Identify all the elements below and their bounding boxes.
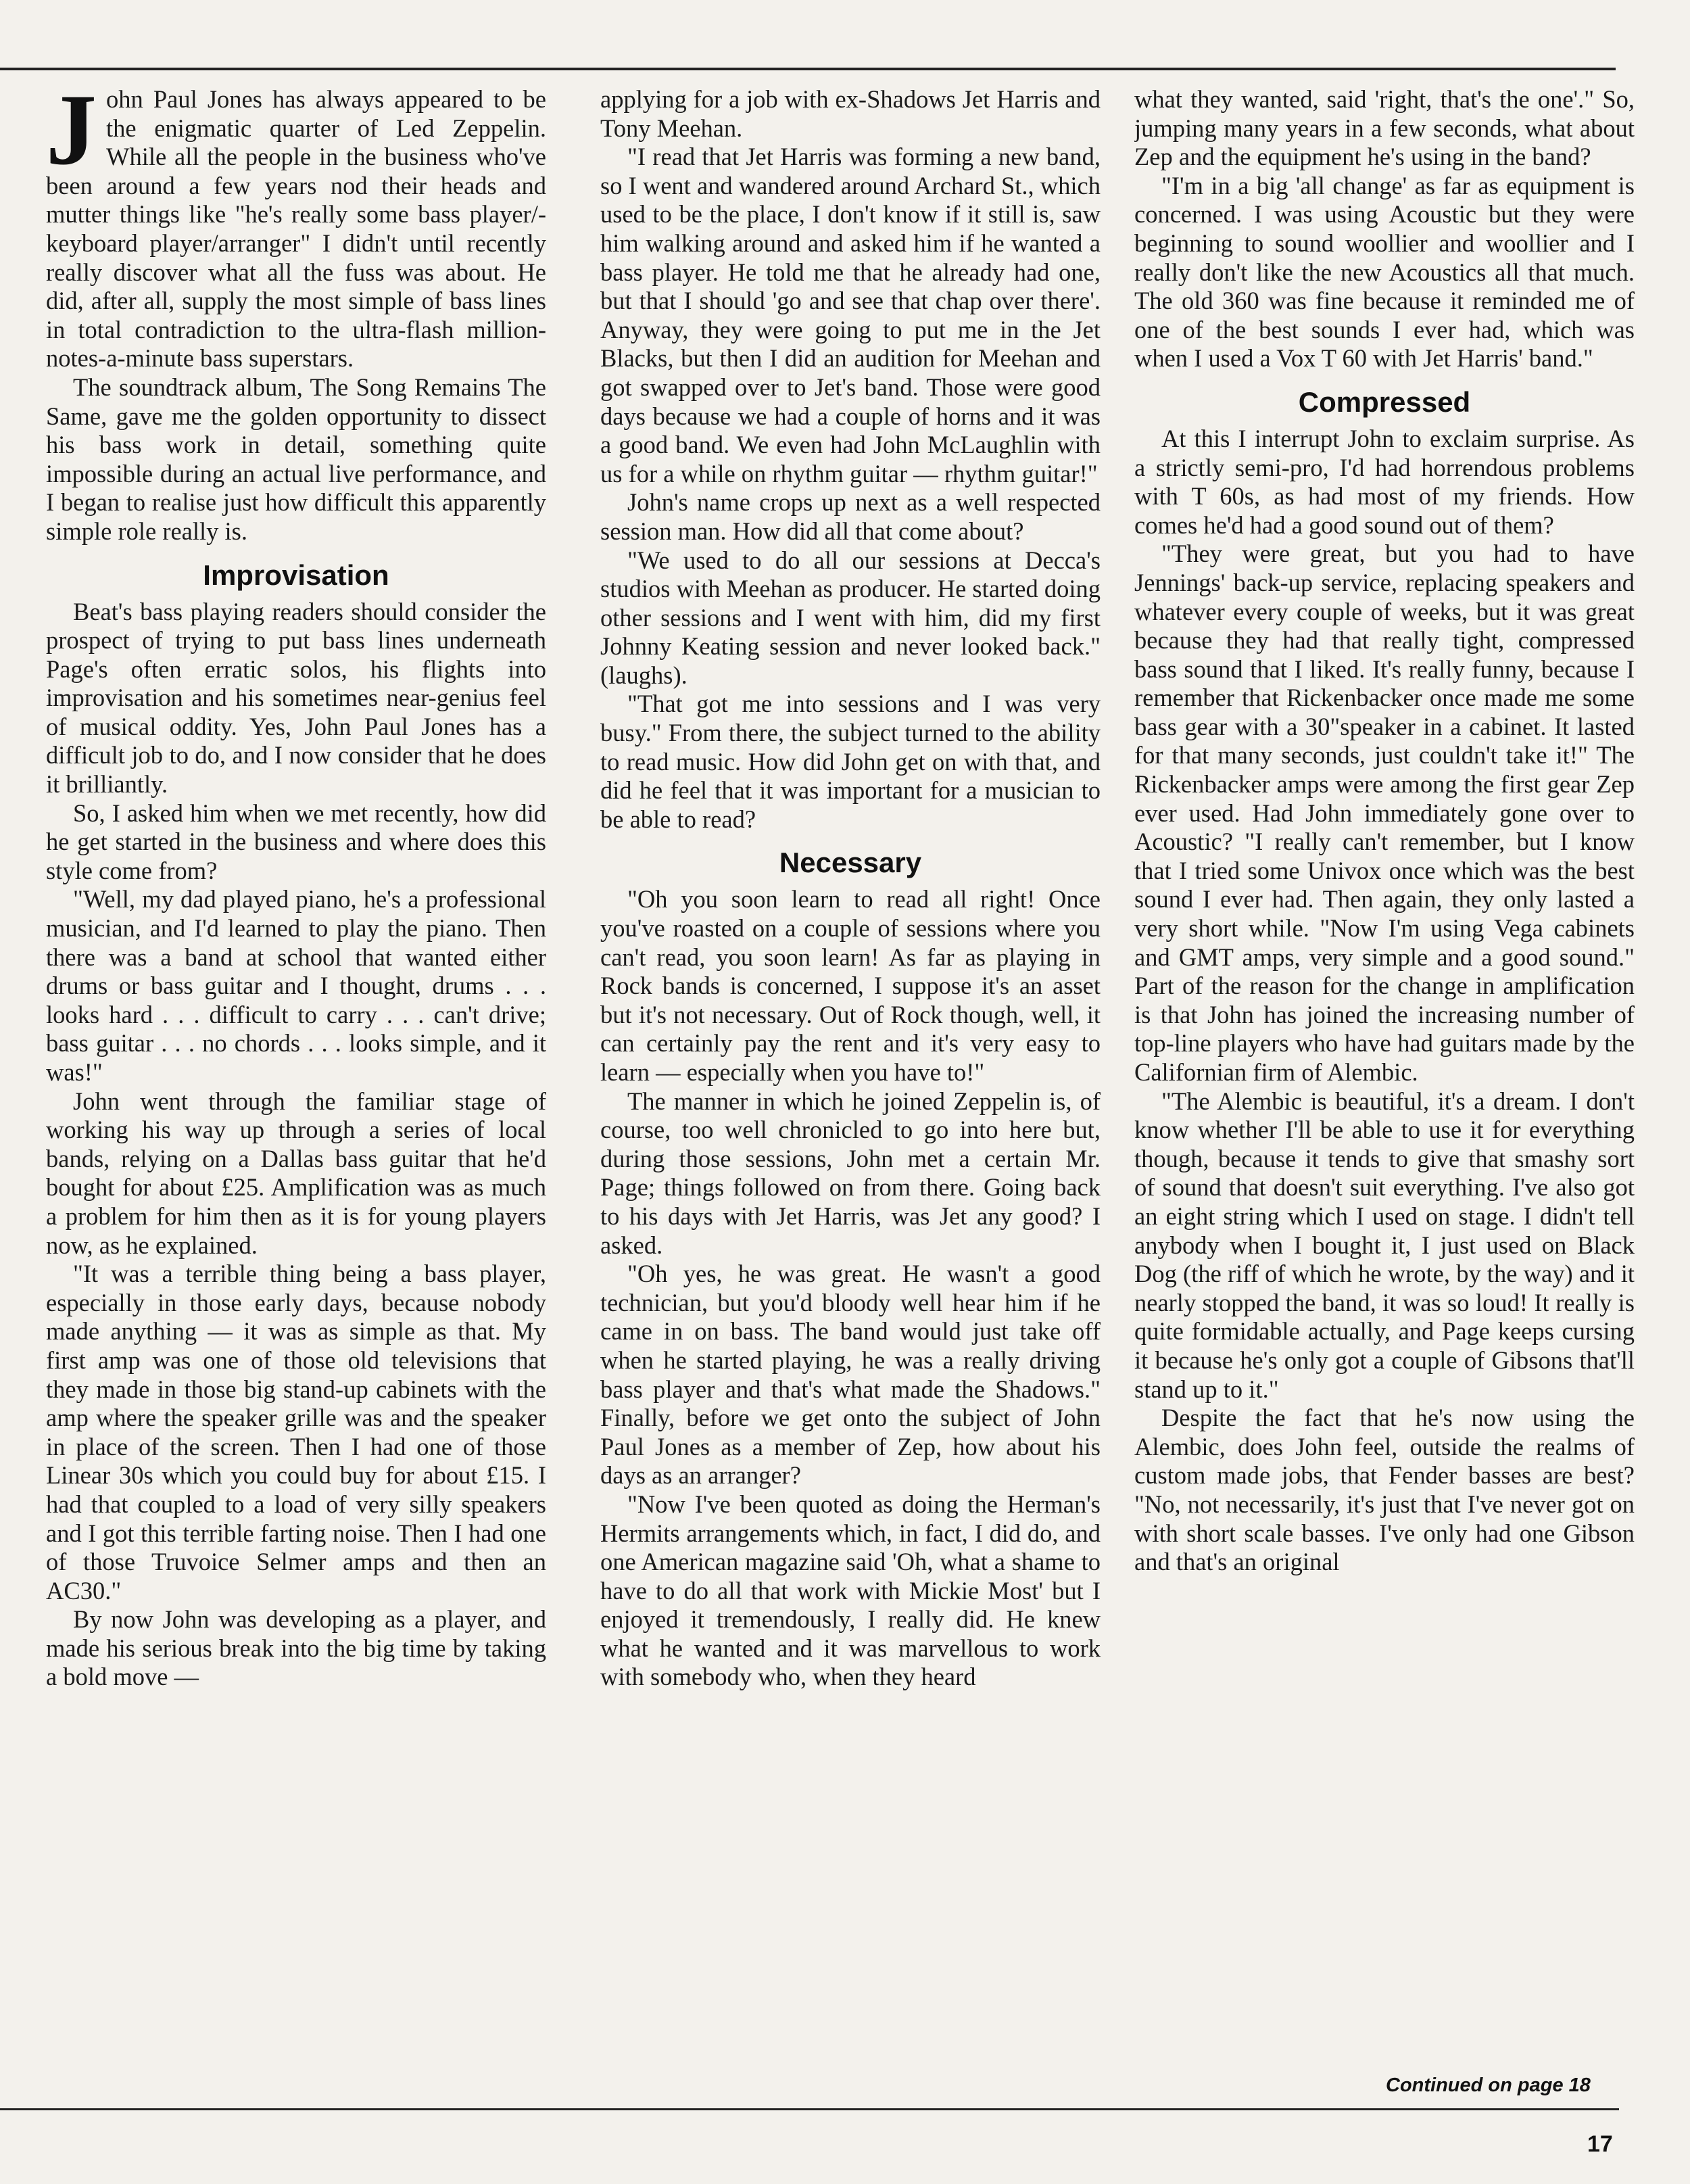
paragraph: "Well, my dad played piano, he's a professional musician, and I'd learned to play the piano. Then there was a band at school that wanted either drums or bass guitar and I thought, drums . . . looks hard . . . difficult to carry . . . can't drive; bass guitar . . . no chords . . . looks simple, and it was!" (46, 885, 546, 1086)
drop-cap: J (46, 85, 97, 186)
paragraph: The manner in which he joined Zeppelin is, of course, too well chronicled to go into here but, during those sessions, John met a certain Mr. Page; things followed on from there. Going back to his days with Jet Harris, was Jet any good? I asked. (600, 1087, 1101, 1259)
column-2 (600, 85, 1101, 2087)
top-rule (0, 68, 1616, 70)
paragraph: "Now I've been quoted as doing the Herman's Hermits arrangements which, in fact, I did do, and one American magazine said 'Oh, what a shame to have to do all that work with Mickie Most' but I enjoyed it tremendously, I really did. He knew what he wanted and it was marvellous to work with somebody who, when they heard (600, 1490, 1101, 1691)
page-number: 17 (1587, 2131, 1613, 2157)
paragraph-text: ohn Paul Jones has always appeared to be the enigmatic quarter of Led Zeppelin. While all the people in the business who've been around a few years nod their heads and mutter things like "he's really some bass player/-keyboard player/arranger" I didn't until recently really discover what all the fuss was about. He did, after all, supply the most simple of bass lines in total contradiction to the ultra-flash million-notes-a-minute bass superstars. (46, 85, 546, 373)
paragraph: John's name crops up next as a well respected session man. How did all that come about? (600, 488, 1101, 545)
continued-note: Continued on page 18 (1386, 2074, 1591, 2096)
column-1 (46, 85, 546, 2087)
paragraph: "I read that Jet Harris was forming a new band, so I went and wandered around Archard St., which used to be the place, I don't know if it still is, saw him walking around and asked him if he wanted a bass player. He told me that he already had one, but that I should 'go and see that chap over there'. Anyway, they were going to put me in the Jet Blacks, but then I did an audition for Meehan and got swapped over to Jet's band. Those were good days because we had a couple of horns and it was a good band. We even had John McLaughlin with us for a while on rhythm guitar — rhythm guitar!" (600, 143, 1101, 488)
subheading-necessary: Necessary (779, 847, 922, 879)
paragraph: what they wanted, said 'right, that's the one'." So, jumping many years in a few seconds, what about Zep and the equipment he's using in the band? (1134, 85, 1635, 171)
paragraph: So, I asked him when we met recently, how did he get started in the business and where does this style come from? (46, 799, 546, 884)
paragraph: "Oh you soon learn to read all right! Once you've roasted on a couple of sessions where you can't read, you soon learn! As far as playing in Rock bands is concerned, I suppose it's an asset but it's not necessary. Out of Rock though, well, it can certainly pay the rent and it's very easy to learn — especially when you have to!" (600, 885, 1101, 1086)
paragraph: At this I interrupt John to exclaim surprise. As a strictly semi-pro, I'd had horrendous problems with T 60s, as had most of my friends. How comes he'd had a good sound out of them? (1134, 424, 1635, 539)
subheading-compressed: Compressed (1298, 385, 1471, 418)
paragraph: "I'm in a big 'all change' as far as equipment is concerned. I was using Acoustic but they were beginning to sound woollier and woollier and I really don't like the new Acoustics all that much. The old 360 was fine because it reminded me of one of the best sounds I ever had, which was when I used a Vox T 60 with Jet Harris' band." (1134, 171, 1635, 373)
paragraph: John went through the familiar stage of working his way up through a series of local bands, relying on a Dallas bass guitar that he'd bought for about £25. Amplification was as much a problem for him then as it is for young players now, as he explained. (46, 1087, 546, 1259)
paragraph: By now John was developing as a player, and made his serious break into the big time by taking a bold move — (46, 1605, 546, 1691)
paragraph: "It was a terrible thing being a bass player, especially in those early days, because nobody made anything — it was as simple as that. My first amp was one of those old televisions that they made in those big stand-up cabinets with the amp where the speaker grille was and the speaker in place of the screen. Then I had one of those Linear 30s which you could buy for about £15. I had that coupled to a load of very silly speakers and I got this terrible farting noise. Then I had one of those Truvoice Selmer amps and then an AC30." (46, 1260, 546, 1605)
paragraph: "The Alembic is beautiful, it's a dream. I don't know whether I'll be able to use it for everything though, because it tends to give that smashy sort of sound that doesn't suit everything. I've also got an eight string which I used on stage. I didn't tell anybody when I bought it, I just used on Black Dog (the riff of which he wrote, by the way) and it nearly stopped the band, it was so loud! It really is quite formidable actually, and Page keeps cursing it because he's only got a couple of Gibsons that'll stand up to it." (1134, 1087, 1635, 1403)
paragraph: Despite the fact that he's now using the Alembic, does John feel, outside the realms of custom made jobs, that Fender basses are best? "No, not necessarily, it's just that I've never got on with short scale basses. I've only had one Gibson and that's an original (1134, 1404, 1635, 1576)
article-body (46, 85, 1635, 2087)
bottom-rule (0, 2108, 1619, 2110)
paragraph: "We used to do all our sessions at Decca's studios with Meehan as producer. He started doing other sessions and I went with him, did my first Johnny Keating session and never looked back." (laughs). (600, 546, 1101, 689)
column-3 (1134, 85, 1635, 2087)
paragraph: "Oh yes, he was great. He wasn't a good technician, but you'd bloody well hear him if he came in on bass. The band would just take off when he started playing, he was a really driving bass player and that's what made the Shadows." Finally, before we get onto the subject of John Paul Jones as a member of Zep, how about his days as an arranger? (600, 1260, 1101, 1490)
paragraph (46, 85, 546, 373)
paragraph: applying for a job with ex-Shadows Jet Harris and Tony Meehan. (600, 85, 1101, 142)
paragraph: Beat's bass playing readers should consider the prospect of trying to put bass lines underneath Page's often erratic solos, his flights into improvisation and his sometimes near-genius feel of musical oddity. Yes, John Paul Jones has a difficult job to do, and I now consider that he does it brilliantly. (46, 597, 546, 799)
paragraph: "That got me into sessions and I was very busy." From there, the subject turned to the ability to read music. How did John get on with that, and did he feel that it was important for a musician to be able to read? (600, 690, 1101, 833)
paragraph: "They were great, but you had to have Jennings' back-up service, replacing speakers and whatever every couple of weeks, but it was great because they had that really tight, compressed bass sound that I liked. It's really funny, because I remember that Rickenbacker once made me some bass gear with a 30"speaker in a cabinet. It lasted for that many seconds, just couldn't take it!" The Rickenbacker amps were among the first gear Zep ever used. Had John immediately gone over to Acoustic? "I really can't remember, but I know that I tried some Univox once which was the best sound I ever had. Then again, they only lasted a very short while. "Now I'm using Vega cabinets and GMT amps, very simple and a good sound." Part of the reason for the change in amplification is that John has joined the increasing number of top-line players who have had guitars made by the Californian firm of Alembic. (1134, 540, 1635, 1086)
subheading-improvisation: Improvisation (203, 559, 389, 591)
paragraph: The soundtrack album, The Song Remains The Same, gave me the golden opportunity to dissect his bass work in detail, something quite impossible during an actual live performance, and I began to realise just how difficult this apparently simple role really is. (46, 373, 546, 545)
